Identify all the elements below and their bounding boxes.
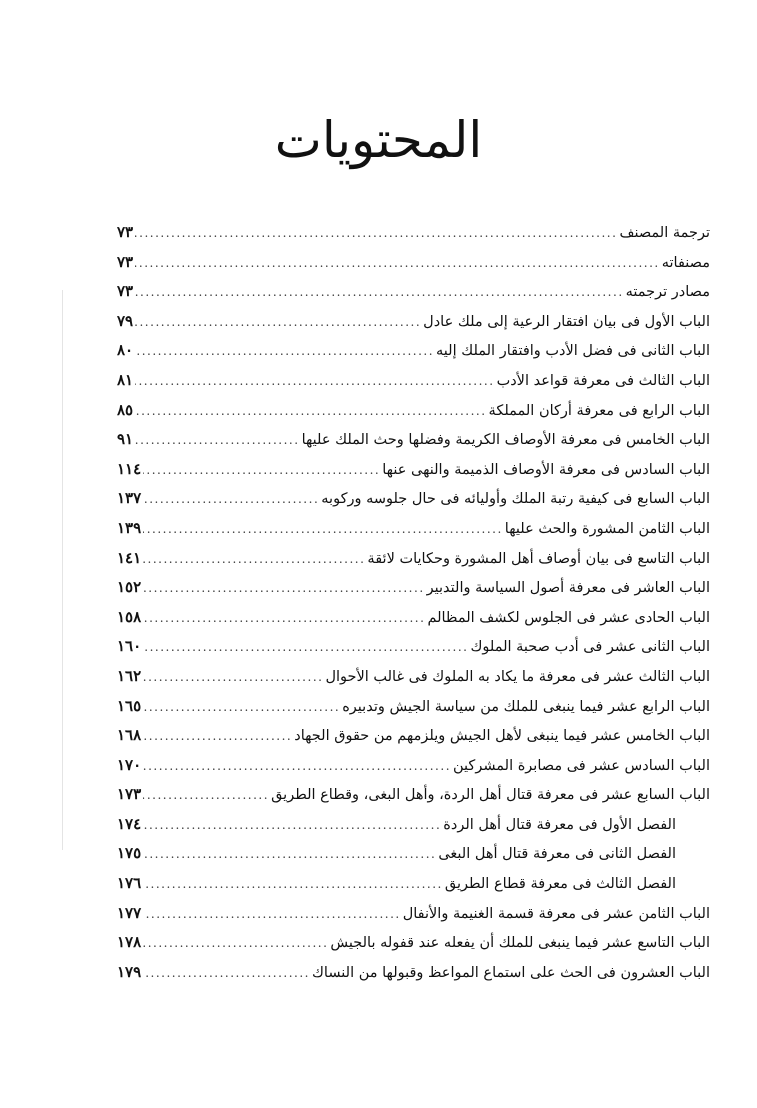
dot-leader: [135, 426, 299, 456]
dot-leader: [143, 959, 310, 989]
toc-subsection-row: [117, 810, 710, 840]
dot-leader: [143, 485, 319, 515]
table-of-contents: [117, 218, 710, 987]
toc-entry-label: الباب الثانى عشر فى أدب صحبة الملوك: [470, 639, 710, 656]
toc-entry-label: الباب التاسع عشر فيما ينبغى للملك أن يفعله عند قفوله بالجيش: [330, 935, 710, 952]
toc-row: [117, 692, 710, 722]
dot-leader: [143, 752, 451, 782]
toc-page-number: ١٧٧: [117, 903, 142, 922]
toc-page-number: ٧٩: [117, 311, 134, 330]
toc-entry-label: الباب الحادى عشر فى الجلوس لكشف المظالم: [427, 609, 710, 626]
toc-row: [117, 662, 710, 692]
toc-row: [117, 307, 710, 337]
toc-row: [117, 899, 710, 929]
toc-entry-label: الباب الثامن المشورة والحث عليها: [504, 520, 710, 537]
toc-entry-label: الباب السابع فى كيفية رتبة الملك وأوليائه فى حال جلوسه وركوبه: [321, 491, 710, 508]
dot-leader: [143, 515, 503, 545]
toc-entry-label: الباب الثالث عشر فى معرفة ما يكاد به الملوك فى غالب الأحوال: [325, 668, 710, 685]
toc-entry-label: الباب العاشر فى معرفة أصول السياسة والتدبير: [426, 580, 710, 597]
toc-entry-label: ترجمة المصنف: [619, 225, 710, 241]
toc-page-number: ٧٣: [117, 282, 134, 301]
toc-page-number: ١٥٨: [117, 607, 142, 626]
toc-entry-label: الباب الخامس فى معرفة الأوصاف الكريمة وفضلها وحث الملك عليها: [301, 432, 710, 449]
toc-row: [117, 455, 710, 485]
dot-leader: [143, 811, 441, 841]
dot-leader: [135, 337, 434, 367]
toc-page-number: ١٧٤: [117, 814, 142, 833]
dot-leader: [135, 278, 624, 308]
toc-entry-label: الفصل الثانى فى معرفة قتال أهل البغى: [438, 846, 676, 863]
toc-row: [117, 958, 710, 988]
toc-page-number: ١٣٩: [117, 518, 142, 537]
toc-entry-label: الباب الرابع عشر فيما ينبغى للملك من سياسة الجيش وتدبيره: [342, 698, 710, 715]
toc-entry-label: الباب الأول فى بيان افتقار الرعية إلى ملك عادل: [423, 313, 710, 330]
dot-leader: [143, 840, 436, 870]
toc-page-number: ١٦٢: [117, 666, 142, 685]
dot-leader: [143, 693, 340, 723]
dot-leader: [143, 900, 401, 930]
page-title: المحتويات: [274, 111, 483, 169]
dot-leader: [135, 219, 617, 249]
toc-page-number: ٩١: [117, 430, 134, 449]
dot-leader: [143, 633, 468, 663]
toc-entry-label: الباب الرابع فى معرفة أركان المملكة: [488, 402, 710, 419]
dot-leader: [135, 308, 421, 338]
dot-leader: [135, 367, 494, 397]
dot-leader: [143, 781, 269, 811]
toc-page-number: ١٦٥: [117, 696, 142, 715]
toc-page-number: ٧٣: [117, 252, 134, 271]
toc-entry-label: الباب الخامس عشر فيما ينبغى لأهل الجيش ويلزمهم من حقوق الجهاد: [294, 728, 710, 745]
toc-page-number: ٧٣: [117, 223, 134, 241]
toc-subsection-row: [117, 839, 710, 869]
toc-page-number: ١١٤: [117, 459, 142, 478]
toc-row: [117, 218, 710, 248]
toc-entry-label: الباب السادس فى معرفة الأوصاف الذميمة والنهى عنها: [382, 461, 710, 478]
dot-leader: [143, 545, 365, 575]
toc-page-number: ١٤١: [117, 548, 142, 567]
toc-row: [117, 366, 710, 396]
toc-page-number: ١٣٧: [117, 489, 142, 508]
toc-row: [117, 603, 710, 633]
toc-page-number: ١٧٩: [117, 962, 142, 981]
toc-row: [117, 780, 710, 810]
toc-page-number: ١٧٦: [117, 874, 142, 893]
toc-row: [117, 336, 710, 366]
toc-entry-label: الفصل الثالث فى معرفة قطاع الطريق: [444, 876, 676, 893]
toc-row: [117, 484, 710, 514]
dot-leader: [135, 397, 486, 427]
toc-row: [117, 928, 710, 958]
toc-row: [117, 248, 710, 278]
toc-page-number: ١٧٥: [117, 844, 142, 863]
toc-page-number: ١٧٣: [117, 785, 142, 804]
toc-entry-label: الباب السادس عشر فى مصابرة المشركين: [453, 757, 710, 774]
toc-page-number: ١٧٠: [117, 755, 142, 774]
toc-entry-label: الباب الثامن عشر فى معرفة قسمة الغنيمة والأنفال: [402, 905, 710, 922]
toc-entry-label: مصادر ترجمته: [625, 284, 710, 301]
toc-subsection-row: [117, 869, 710, 899]
toc-row: [117, 751, 710, 781]
dot-leader: [143, 870, 443, 900]
toc-entry-label: الباب الثالث فى معرفة قواعد الأدب: [496, 372, 710, 389]
toc-row: [117, 573, 710, 603]
toc-page-number: ٨٠: [117, 341, 134, 360]
toc-entry-label: الفصل الأول فى معرفة قتال أهل الردة: [443, 816, 676, 833]
toc-row: [117, 632, 710, 662]
dot-leader: [143, 929, 328, 959]
toc-row: [117, 396, 710, 426]
toc-entry-label: مصنفاته: [661, 254, 710, 271]
dot-leader: [143, 456, 380, 486]
dot-leader: [143, 722, 292, 752]
toc-page-number: ١٦٨: [117, 726, 142, 745]
dot-leader: [135, 249, 660, 279]
toc-page-number: ٨٥: [117, 400, 134, 419]
toc-page-number: ١٦٠: [117, 637, 142, 656]
toc-row: [117, 514, 710, 544]
dot-leader: [143, 574, 424, 604]
toc-page-number: ١٧٨: [117, 933, 142, 952]
dot-leader: [143, 663, 323, 693]
toc-page-number: ٨١: [117, 370, 134, 389]
toc-page-number: ١٥٢: [117, 578, 142, 597]
toc-row: [117, 721, 710, 751]
toc-entry-label: الباب الثانى فى فضل الأدب وافتقار الملك إليه: [436, 343, 710, 360]
toc-row: [117, 277, 710, 307]
toc-entry-label: الباب التاسع فى بيان أوصاف أهل المشورة وحكايات لائقة: [367, 550, 710, 567]
toc-row: [117, 544, 710, 574]
toc-entry-label: الباب العشرون فى الحث على استماع المواعظ وقبولها من النساك: [311, 964, 710, 981]
scan-edge-line: [62, 290, 63, 850]
dot-leader: [143, 604, 425, 634]
toc-row: [117, 425, 710, 455]
toc-entry-label: الباب السابع عشر فى معرفة قتال أهل الردة، وأهل البغى، وقطاع الطريق: [271, 787, 710, 804]
